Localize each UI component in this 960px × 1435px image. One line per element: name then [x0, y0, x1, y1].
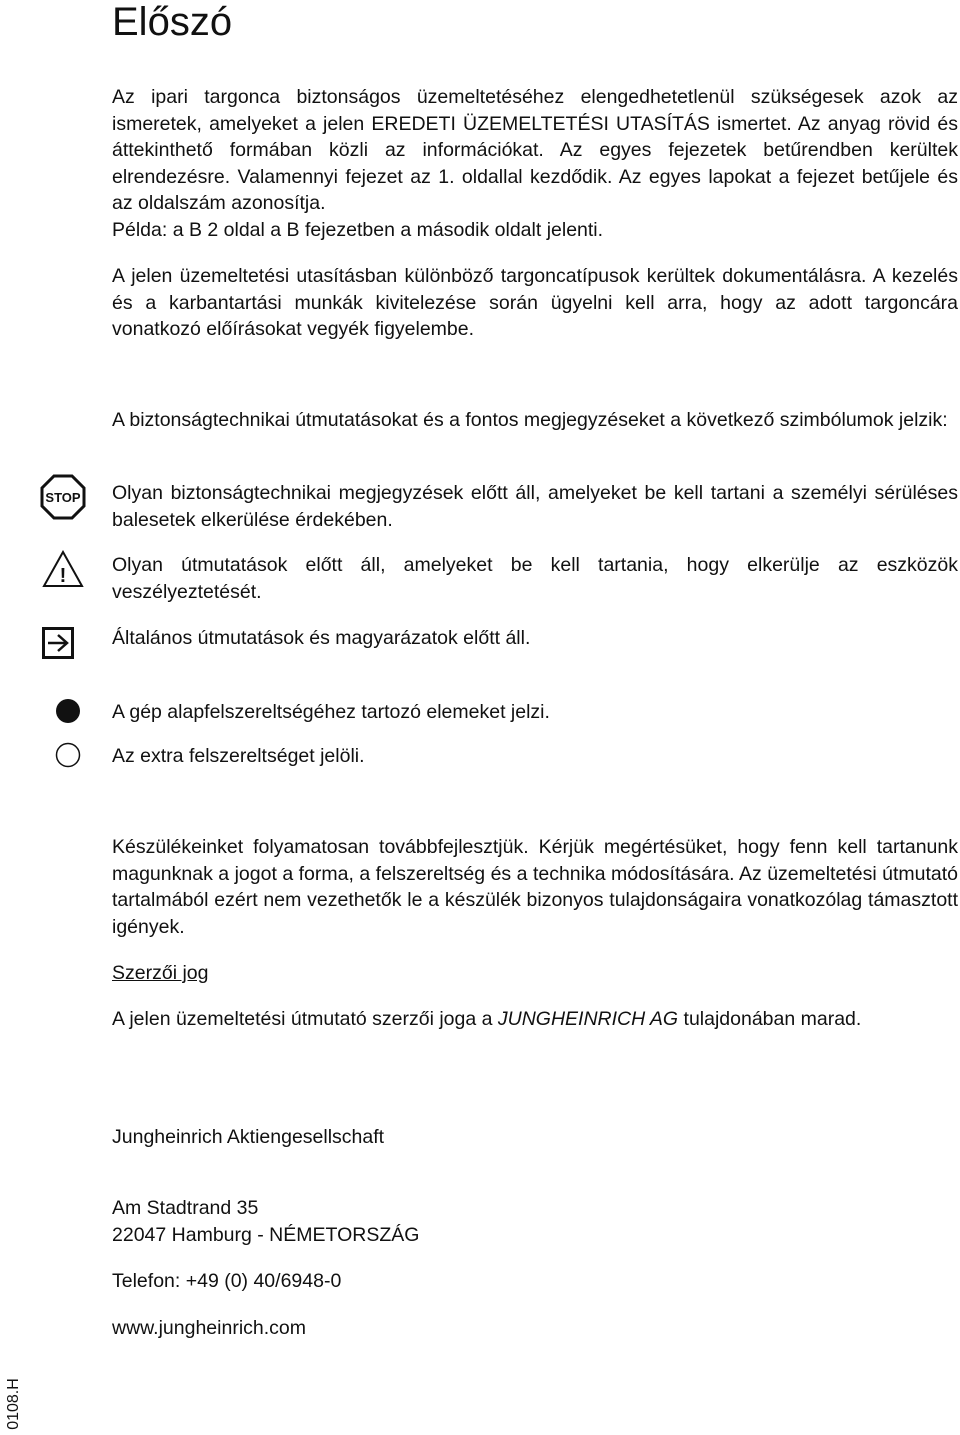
page-title: Előszó: [112, 0, 233, 44]
contact-website: www.jungheinrich.com: [112, 1317, 307, 1339]
stop-sign-label: STOP: [45, 490, 81, 505]
truck-types-paragraph: A jelen üzemeltetési utasításban különböző targoncatípusok kerültek dokumentálásra. A kezelés és a karbantartási munkák kivitelezése során ügyelni kell arra, hogy az adott targoncára vonatkozó előírásokat vegyék figyelembe.: [112, 265, 958, 340]
filled-circle-icon: [54, 697, 82, 725]
development-paragraph: Készülékeinket folyamatosan továbbfejlesztjük. Kérjük megértésüket, hogy fenn kell tartanunk magunknak a jogot a forma, a felszereltség és a technika módosítására. Az üzemeltetési útmutató tartalmából ezért nem vezethetők le a készülék bizonyos tulajdonságaira vonatkozólag támasztott igények.: [112, 836, 958, 938]
intro-example: Példa: a B 2 oldal a B fejezetben a második oldalt jelenti.: [112, 218, 604, 241]
warning-triangle-icon: [42, 550, 84, 588]
contact-company: Jungheinrich Aktiengesellschaft: [112, 1126, 385, 1148]
warning-triangle-label: !: [59, 565, 67, 587]
copyright-text-after: tulajdonában marad.: [678, 1008, 862, 1030]
arrow-box-icon: [42, 627, 74, 659]
copyright-text-before: A jelen üzemeltetési útmutató szerzői joga a: [112, 1008, 498, 1030]
stop-sign-icon: [40, 474, 86, 520]
copyright-paragraph: [112, 1006, 958, 1033]
copyright-company: JUNGHEINRICH AG: [497, 1008, 679, 1030]
copyright-heading: Szerzői jog: [112, 962, 209, 984]
contact-phone: Telefon: +49 (0) 40/6948-0: [112, 1270, 342, 1292]
symbol-text-arrow: Általános útmutatások és magyarázatok előtt áll.: [112, 627, 531, 649]
symbol-text-stop: Olyan biztonságtechnikai megjegyzések előtt áll, amelyeket be kell tartani a személyi sérüléses balesetek elkerülése érdekében.: [112, 482, 958, 531]
symbol-text-warning: Olyan útmutatások előtt áll, amelyeket be kell tartania, hogy elkerülje az eszközök veszélyeztetését.: [112, 554, 958, 603]
symbol-text-standard: A gép alapfelszereltségéhez tartozó elemeket jelzi.: [112, 701, 550, 723]
contact-city: 22047 Hamburg - NÉMETORSZÁG: [112, 1224, 420, 1246]
contact-street: Am Stadtrand 35: [112, 1197, 259, 1219]
intro-text: Az ipari targonca biztonságos üzemeltetéséhez elengedhetetlenül szükségesek azok az ismeretek, amelyeket a jelen EREDETI ÜZEMELTETÉSI UTASÍTÁS ismertet. Az anyag rövid és áttekinthető formában közli az információkat. Az egyes fejezetek betűrendben kerültek elrendezésre. Valamennyi fejezet az 1. oldallal kezdődik. Az egyes lapokat a fejezet betűjele és az oldalszám azonosítja.: [112, 86, 958, 214]
empty-circle-icon: [54, 741, 82, 769]
symbols-intro: A biztonságtechnikai útmutatásokat és a fontos megjegyzéseket a következő szimbólumok jelzik:: [112, 409, 948, 431]
document-code: 0108.H: [4, 1378, 22, 1430]
symbol-text-optional: Az extra felszereltséget jelöli.: [112, 745, 365, 767]
intro-paragraph: [112, 84, 958, 243]
